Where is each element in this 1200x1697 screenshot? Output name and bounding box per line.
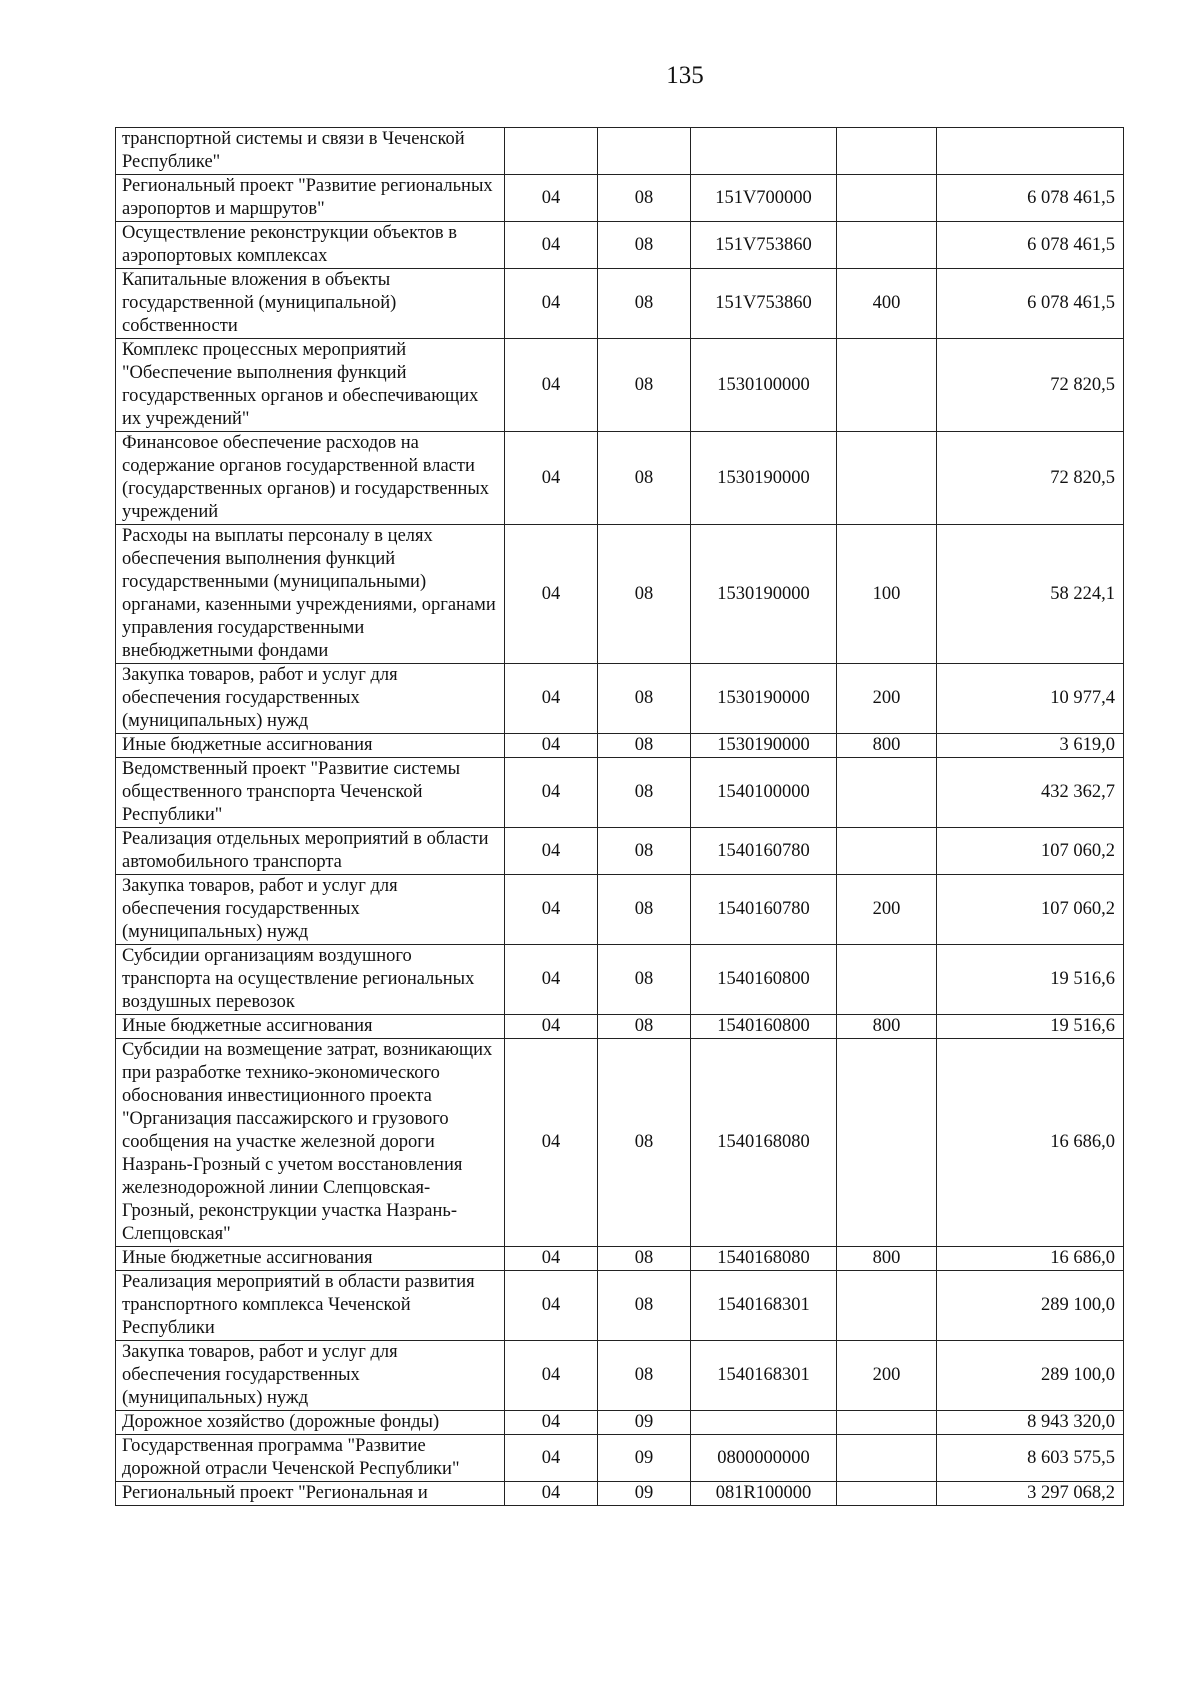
row-subsection-cell: 08	[598, 828, 691, 875]
row-name-cell: Субсидии организациям воздушного транспорта на осуществление региональных воздушных перевозок	[116, 945, 505, 1015]
table-row	[116, 1435, 1124, 1482]
row-section-cell: 04	[505, 1271, 598, 1341]
row-section-cell: 04	[505, 175, 598, 222]
row-expense-type-cell	[837, 339, 937, 432]
row-name-cell: Комплекс процессных мероприятий "Обеспечение выполнения функций государственных органов и обеспечивающих их учреждений"	[116, 339, 505, 432]
row-section-cell: 04	[505, 222, 598, 269]
row-amount-cell: 10 977,4	[937, 664, 1124, 734]
row-subsection-cell	[598, 128, 691, 175]
row-amount-cell: 19 516,6	[937, 945, 1124, 1015]
row-subsection-cell: 08	[598, 758, 691, 828]
row-amount-cell: 3 297 068,2	[937, 1482, 1124, 1506]
row-name-cell: Региональный проект "Развитие региональных аэропортов и маршрутов"	[116, 175, 505, 222]
row-name-cell: Капитальные вложения в объекты государственной (муниципальной) собственности	[116, 269, 505, 339]
page-number: 135	[666, 62, 704, 89]
table-row	[116, 432, 1124, 525]
row-name-cell: Государственная программа "Развитие дорожной отрасли Чеченской Республики"	[116, 1435, 505, 1482]
row-name-cell: Финансовое обеспечение расходов на содержание органов государственной власти (государственных органов) и государственных учреждений	[116, 432, 505, 525]
table-row	[116, 875, 1124, 945]
table-row	[116, 1271, 1124, 1341]
row-amount-cell: 6 078 461,5	[937, 175, 1124, 222]
row-amount-cell: 107 060,2	[937, 828, 1124, 875]
row-target-code-cell: 1540168301	[691, 1341, 837, 1411]
row-name-cell: транспортной системы и связи в Чеченской Республике"	[116, 128, 505, 175]
row-subsection-cell: 08	[598, 222, 691, 269]
row-target-code-cell: 1540160800	[691, 945, 837, 1015]
row-name-cell: Закупка товаров, работ и услуг для обеспечения государственных (муниципальных) нужд	[116, 1341, 505, 1411]
row-subsection-cell: 08	[598, 1341, 691, 1411]
row-section-cell: 04	[505, 828, 598, 875]
row-expense-type-cell: 800	[837, 1015, 937, 1039]
row-amount-cell: 72 820,5	[937, 432, 1124, 525]
row-section-cell: 04	[505, 1039, 598, 1247]
row-target-code-cell: 151V700000	[691, 175, 837, 222]
row-section-cell: 04	[505, 875, 598, 945]
row-amount-cell: 289 100,0	[937, 1271, 1124, 1341]
row-target-code-cell: 081R100000	[691, 1482, 837, 1506]
row-amount-cell: 16 686,0	[937, 1039, 1124, 1247]
row-amount-cell: 16 686,0	[937, 1247, 1124, 1271]
row-expense-type-cell	[837, 1039, 937, 1247]
row-target-code-cell: 151V753860	[691, 222, 837, 269]
row-amount-cell: 8 943 320,0	[937, 1411, 1124, 1435]
row-subsection-cell: 08	[598, 1271, 691, 1341]
row-subsection-cell: 08	[598, 432, 691, 525]
row-target-code-cell	[691, 128, 837, 175]
row-target-code-cell: 1540168080	[691, 1039, 837, 1247]
row-target-code-cell: 1540160780	[691, 828, 837, 875]
row-target-code-cell: 0800000000	[691, 1435, 837, 1482]
row-expense-type-cell: 200	[837, 1341, 937, 1411]
row-target-code-cell: 1530190000	[691, 664, 837, 734]
row-name-cell: Дорожное хозяйство (дорожные фонды)	[116, 1411, 505, 1435]
row-section-cell: 04	[505, 1247, 598, 1271]
table-row	[116, 664, 1124, 734]
row-target-code-cell: 1530190000	[691, 525, 837, 664]
row-expense-type-cell	[837, 432, 937, 525]
row-expense-type-cell	[837, 1411, 937, 1435]
row-expense-type-cell: 800	[837, 734, 937, 758]
table-row	[116, 734, 1124, 758]
table-row	[116, 1411, 1124, 1435]
row-amount-cell: 432 362,7	[937, 758, 1124, 828]
row-expense-type-cell	[837, 128, 937, 175]
row-amount-cell: 6 078 461,5	[937, 269, 1124, 339]
row-target-code-cell: 1540160800	[691, 1015, 837, 1039]
row-expense-type-cell	[837, 758, 937, 828]
row-section-cell	[505, 128, 598, 175]
row-expense-type-cell	[837, 828, 937, 875]
table-row	[116, 1015, 1124, 1039]
row-name-cell: Иные бюджетные ассигнования	[116, 1247, 505, 1271]
row-expense-type-cell	[837, 945, 937, 1015]
table-row	[116, 1039, 1124, 1247]
row-name-cell: Осуществление реконструкции объектов в аэропортовых комплексах	[116, 222, 505, 269]
row-expense-type-cell: 200	[837, 875, 937, 945]
table-row	[116, 945, 1124, 1015]
row-name-cell: Закупка товаров, работ и услуг для обеспечения государственных (муниципальных) нужд	[116, 875, 505, 945]
row-expense-type-cell	[837, 1435, 937, 1482]
row-target-code-cell: 1530190000	[691, 432, 837, 525]
row-target-code-cell: 1540168080	[691, 1247, 837, 1271]
row-amount-cell: 19 516,6	[937, 1015, 1124, 1039]
row-target-code-cell: 1540168301	[691, 1271, 837, 1341]
row-section-cell: 04	[505, 1482, 598, 1506]
table-row	[116, 758, 1124, 828]
row-expense-type-cell	[837, 1271, 937, 1341]
row-subsection-cell: 08	[598, 664, 691, 734]
row-expense-type-cell: 200	[837, 664, 937, 734]
row-subsection-cell: 08	[598, 875, 691, 945]
row-expense-type-cell: 400	[837, 269, 937, 339]
table-row	[116, 1341, 1124, 1411]
row-expense-type-cell	[837, 1482, 937, 1506]
row-subsection-cell: 08	[598, 1247, 691, 1271]
table-row	[116, 339, 1124, 432]
row-amount-cell: 72 820,5	[937, 339, 1124, 432]
row-subsection-cell: 08	[598, 945, 691, 1015]
row-name-cell: Расходы на выплаты персоналу в целях обеспечения выполнения функций государственными (муниципальными) органами, казенными учреждениями, органами управления государственными внебюджетными фондами	[116, 525, 505, 664]
table-row	[116, 128, 1124, 175]
table-row	[116, 1247, 1124, 1271]
row-target-code-cell: 1540160780	[691, 875, 837, 945]
row-expense-type-cell	[837, 222, 937, 269]
row-subsection-cell: 09	[598, 1482, 691, 1506]
row-section-cell: 04	[505, 339, 598, 432]
row-amount-cell: 6 078 461,5	[937, 222, 1124, 269]
row-section-cell: 04	[505, 1435, 598, 1482]
row-name-cell: Иные бюджетные ассигнования	[116, 734, 505, 758]
row-amount-cell: 107 060,2	[937, 875, 1124, 945]
row-section-cell: 04	[505, 1411, 598, 1435]
row-amount-cell: 289 100,0	[937, 1341, 1124, 1411]
budget-table	[115, 127, 1124, 1506]
row-section-cell: 04	[505, 432, 598, 525]
row-name-cell: Реализация мероприятий в области развития транспортного комплекса Чеченской Республики	[116, 1271, 505, 1341]
table-row	[116, 1482, 1124, 1506]
row-target-code-cell: 151V753860	[691, 269, 837, 339]
row-name-cell: Ведомственный проект "Развитие системы общественного транспорта Чеченской Республики"	[116, 758, 505, 828]
row-subsection-cell: 08	[598, 525, 691, 664]
row-subsection-cell: 08	[598, 1015, 691, 1039]
row-amount-cell: 58 224,1	[937, 525, 1124, 664]
row-name-cell: Региональный проект "Региональная и	[116, 1482, 505, 1506]
row-section-cell: 04	[505, 1341, 598, 1411]
row-name-cell: Субсидии на возмещение затрат, возникающих при разработке технико-экономического обоснования инвестиционного проекта "Организация пассажирского и грузового сообщения на участке железной дороги Назрань-Грозный с учетом восстановления железнодорожной линии Слепцовская-Грозный, реконструкции участка Назрань-Слепцовская"	[116, 1039, 505, 1247]
row-section-cell: 04	[505, 664, 598, 734]
row-section-cell: 04	[505, 734, 598, 758]
row-amount-cell: 8 603 575,5	[937, 1435, 1124, 1482]
row-subsection-cell: 08	[598, 1039, 691, 1247]
table-row	[116, 175, 1124, 222]
row-section-cell: 04	[505, 945, 598, 1015]
row-section-cell: 04	[505, 1015, 598, 1039]
row-name-cell: Закупка товаров, работ и услуг для обеспечения государственных (муниципальных) нужд	[116, 664, 505, 734]
row-target-code-cell	[691, 1411, 837, 1435]
table-row	[116, 222, 1124, 269]
row-section-cell: 04	[505, 525, 598, 664]
row-subsection-cell: 08	[598, 734, 691, 758]
table-row	[116, 269, 1124, 339]
row-subsection-cell: 08	[598, 269, 691, 339]
row-amount-cell: 3 619,0	[937, 734, 1124, 758]
table-row	[116, 828, 1124, 875]
row-subsection-cell: 09	[598, 1411, 691, 1435]
row-expense-type-cell: 800	[837, 1247, 937, 1271]
row-amount-cell	[937, 128, 1124, 175]
row-section-cell: 04	[505, 758, 598, 828]
row-name-cell: Реализация отдельных мероприятий в области автомобильного транспорта	[116, 828, 505, 875]
row-section-cell: 04	[505, 269, 598, 339]
row-target-code-cell: 1540100000	[691, 758, 837, 828]
row-subsection-cell: 09	[598, 1435, 691, 1482]
table-row	[116, 525, 1124, 664]
row-name-cell: Иные бюджетные ассигнования	[116, 1015, 505, 1039]
row-expense-type-cell: 100	[837, 525, 937, 664]
row-target-code-cell: 1530190000	[691, 734, 837, 758]
row-subsection-cell: 08	[598, 175, 691, 222]
row-expense-type-cell	[837, 175, 937, 222]
row-subsection-cell: 08	[598, 339, 691, 432]
row-target-code-cell: 1530100000	[691, 339, 837, 432]
